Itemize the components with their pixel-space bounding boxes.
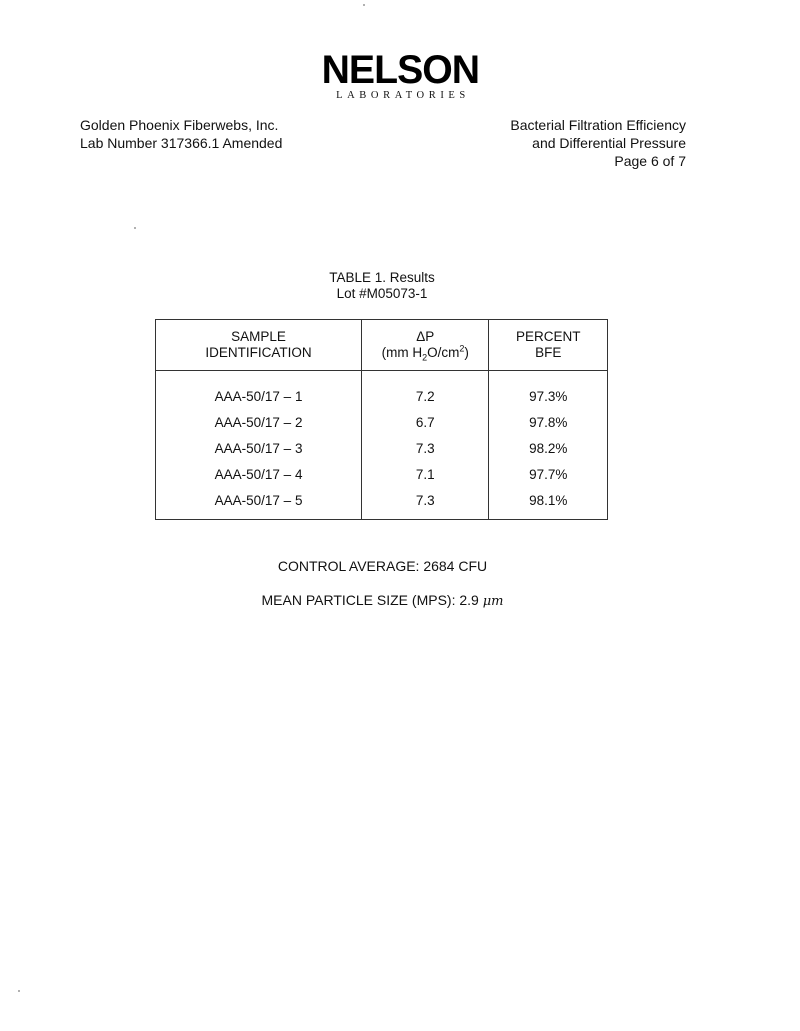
logo-name: NELSON: [321, 48, 479, 92]
cell-delta-p: 7.3: [362, 435, 489, 461]
table-row: [156, 371, 608, 410]
cell-sample: AAA-50/17 – 4: [156, 461, 362, 487]
header-sample-identification: [156, 320, 362, 371]
header-right: [510, 116, 686, 170]
cell-delta-p: 7.2: [362, 371, 489, 410]
test-title-line-2: and Differential Pressure: [532, 135, 686, 151]
cell-bfe: 97.7%: [529, 466, 568, 482]
header-left: [80, 116, 282, 152]
page-number: Page 6 of 7: [614, 153, 686, 169]
lab-number: Lab Number 317366.1 Amended: [80, 135, 283, 151]
dp-unit-close: ): [464, 345, 469, 360]
header-dp-unit: [362, 345, 488, 361]
cell-sample: AAA-50/17 – 1: [156, 371, 362, 410]
cell-bfe: 98.1%: [529, 492, 568, 508]
table-title: TABLE 1. Results: [329, 270, 435, 285]
lot-number: Lot #M05073-1: [336, 286, 428, 301]
header-sample-line-1: SAMPLE: [231, 329, 286, 344]
cell-bfe: 98.2%: [529, 440, 568, 456]
results-table: [155, 319, 608, 520]
test-title-line-1: Bacterial Filtration Efficiency: [510, 117, 686, 133]
table-row: [156, 487, 608, 520]
table-row: [156, 435, 608, 461]
header-delta-p: [362, 320, 489, 371]
mps-label: MEAN PARTICLE SIZE (MPS): 2.9: [261, 592, 483, 608]
header-percent-bfe: [489, 320, 608, 371]
cell-sample: AAA-50/17 – 2: [156, 409, 362, 435]
cell-sample: AAA-50/17 – 3: [156, 435, 362, 461]
logo-subtitle: LABORATORIES: [336, 90, 470, 101]
dp-unit-superscript: 2: [459, 343, 465, 354]
scan-speck: [363, 4, 365, 6]
control-average: CONTROL AVERAGE: 2684 CFU: [277, 558, 488, 574]
table-row: [156, 461, 608, 487]
mean-particle-size: [0, 592, 765, 609]
scan-speck: [134, 227, 136, 229]
cell-delta-p: 7.1: [362, 461, 489, 487]
cell-bfe: 97.3%: [529, 388, 568, 404]
dp-unit-open: (mm H: [381, 345, 423, 360]
company-logo: [0, 50, 800, 101]
cell-delta-p: 7.3: [362, 487, 489, 520]
dp-unit-subscript: 2: [422, 352, 428, 363]
cell-delta-p: 6.7: [362, 409, 489, 435]
table-header-row: [156, 320, 608, 371]
cell-sample: AAA-50/17 – 5: [156, 487, 362, 520]
scan-speck: [18, 990, 20, 992]
mps-unit: μm: [482, 594, 504, 609]
dp-unit-mid: O/cm: [427, 345, 460, 360]
client-name: Golden Phoenix Fiberwebs, Inc.: [80, 117, 279, 133]
cell-bfe: 97.8%: [529, 414, 568, 430]
table-row: [156, 409, 608, 435]
table-caption: [282, 270, 482, 302]
header-bfe-line-2: BFE: [535, 345, 562, 360]
header-bfe-line-1: PERCENT: [515, 329, 581, 344]
header-sample-line-2: IDENTIFICATION: [205, 345, 312, 360]
header-dp-line-1: ΔP: [416, 329, 435, 344]
